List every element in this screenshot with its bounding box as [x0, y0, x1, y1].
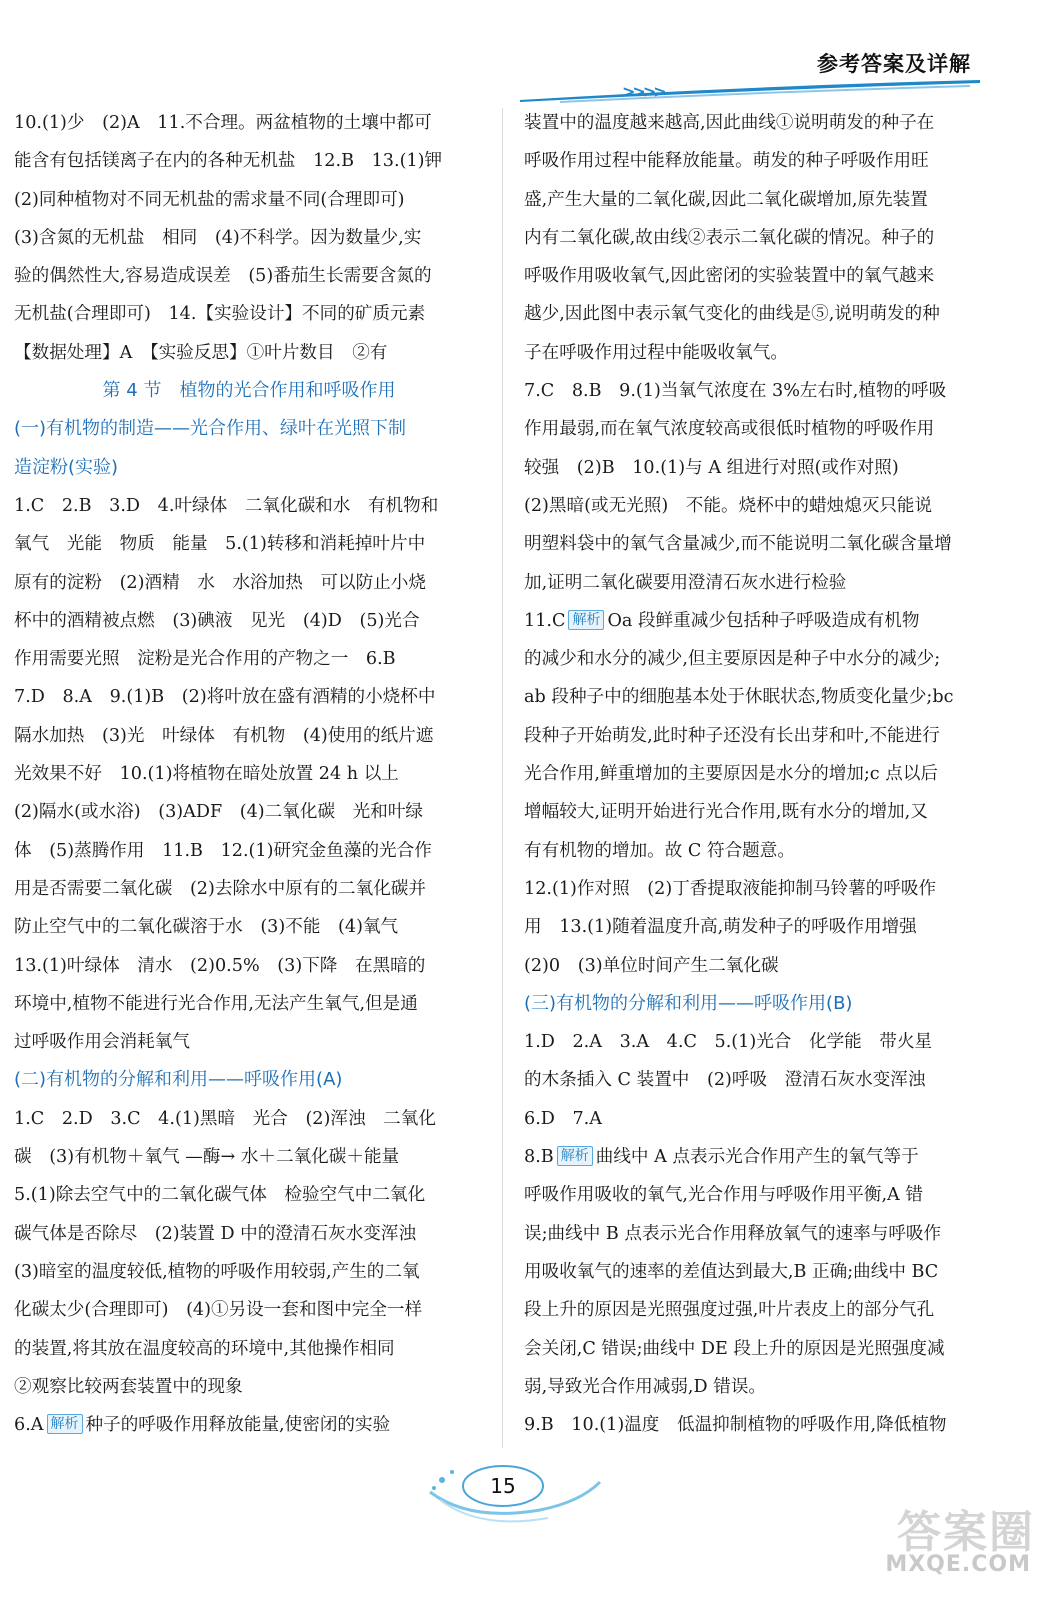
answer-line: 有有机物的增加。故 C 符合题意。: [524, 840, 795, 861]
answer-line: 的减少和水分的减少,但主要原因是种子中水分的减少;: [524, 649, 941, 670]
answer-line: 过呼吸作用会消耗氧气: [14, 1032, 190, 1053]
answer-line: 12.(1)作对照 (2)丁香提取液能抑制马铃薯的呼吸作: [524, 878, 937, 899]
answer-line: 隔水加热 (3)光 叶绿体 有机物 (4)使用的纸片遮: [14, 725, 434, 746]
page-number: 15: [490, 1474, 516, 1498]
answer-line: 无机盐(合理即可) 14.【实验设计】不同的矿质元素: [14, 304, 426, 325]
answer-line: 原有的淀粉 (2)酒精 水 水浴加热 可以防止小烧: [14, 572, 426, 593]
answer-line: 1.C 2.D 3.C 4.(1)黑暗 光合 (2)浑浊 二氧化: [14, 1108, 436, 1129]
answer-line: 较强 (2)B 10.(1)与 A 组进行对照(或作对照): [524, 457, 899, 478]
answer-line: 误;曲线中 B 点表示光合作用释放氧气的速率与呼吸作: [524, 1223, 942, 1244]
answer-line: 越少,因此图中表示氧气变化的曲线是⑤,说明萌发的种: [524, 304, 940, 325]
answer-line: 化碳太少(合理即可) (4)①另设一套和图中完全一样: [14, 1300, 423, 1321]
left-column: [14, 104, 484, 1444]
answer-line: 6.D 7.A: [524, 1108, 602, 1129]
analysis-tag: 解析: [568, 610, 604, 630]
right-column: [524, 104, 986, 1444]
answer-line: 【数据处理】A 【实验反思】①叶片数目 ②有: [14, 342, 388, 363]
answer-line: 的装置,将其放在温度较高的环境中,其他操作相同: [14, 1338, 395, 1359]
answer-line: 10.(1)少 (2)A 11.不合理。两盆植物的土壤中都可: [14, 113, 432, 133]
answer-line: 呼吸作用吸收的氧气,光合作用与呼吸作用平衡,A 错: [524, 1185, 923, 1206]
answer-line: (2)同种植物对不同无机盐的需求量不同(合理即可): [14, 189, 405, 210]
answer-line: 弱,导致光合作用减弱,D 错误。: [524, 1376, 767, 1397]
watermark-logo: 答案圈: [897, 1507, 1035, 1558]
answer-line: 装置中的温度越来越高,因此曲线①说明萌发的种子在: [524, 113, 935, 133]
header-title: 参考答案及详解: [817, 52, 971, 76]
answer-line: 段上升的原因是光照强度过强,叶片表皮上的部分气孔: [524, 1300, 935, 1321]
answer-number: 8.B: [524, 1147, 554, 1168]
column-divider: [502, 108, 503, 1448]
header-swoosh-decoration: [520, 78, 980, 104]
answer-line: (2)黑暗(或无光照) 不能。烧杯中的蜡烛熄灭只能说: [524, 495, 933, 516]
answer-line: (3)含氮的无机盐 相同 (4)不科学。因为数量少,实: [14, 227, 422, 248]
section-title: (二)有机物的分解和利用——呼吸作用(A): [14, 1069, 343, 1091]
answer-line-with-analysis: [524, 1138, 986, 1176]
answer-line: 子在呼吸作用过程中能吸收氧气。: [524, 342, 788, 363]
answer-line: 内有二氧化碳,故由线②表示二氧化碳的情况。种子的: [524, 227, 935, 248]
answer-line: (2)0 (3)单位时间产生二氧化碳: [524, 955, 779, 976]
answer-line: 加,证明二氧化碳要用澄清石灰水进行检验: [524, 572, 847, 593]
answer-number: 6.A: [14, 1415, 44, 1436]
answer-line: 1.D 2.A 3.A 4.C 5.(1)光合 化学能 带火星: [524, 1032, 933, 1053]
section-title: (一)有机物的制造——光合作用、绿叶在光照下制: [14, 418, 407, 440]
analysis-text: 曲线中 A 点表示光合作用产生的氧气等于: [595, 1147, 919, 1168]
answer-line: 7.D 8.A 9.(1)B (2)将叶放在盛有酒精的小烧杯中: [14, 687, 436, 708]
answer-line: 9.B 10.(1)温度 低温抑制植物的呼吸作用,降低植物: [524, 1415, 947, 1436]
answer-line: 7.C 8.B 9.(1)当氧气浓度在 3%左右时,植物的呼吸: [524, 381, 947, 402]
answer-line: ab 段种子中的细胞基本处于休眠状态,物质变化量少;bc: [524, 687, 954, 708]
watermark-site: MXQE.COM: [885, 1552, 1031, 1577]
answer-line: 能含有包括镁离子在内的各种无机盐 12.B 13.(1)钾: [14, 151, 443, 172]
answer-line: 体 (5)蒸腾作用 11.B 12.(1)研究金鱼藻的光合作: [14, 840, 432, 861]
page-header: [0, 0, 1061, 108]
section-title: (三)有机物的分解和利用——呼吸作用(B): [524, 992, 853, 1014]
answer-number: 11.C: [524, 610, 566, 631]
answer-line: (3)暗室的温度较低,植物的呼吸作用较弱,产生的二氧: [14, 1261, 420, 1282]
answer-line: (2)隔水(或水浴) (3)ADF (4)二氧化碳 光和叶绿: [14, 802, 424, 823]
answer-line: 验的偶然性大,容易造成误差 (5)番茄生长需要含氮的: [14, 266, 432, 287]
answer-line: 杯中的酒精被点燃 (3)碘液 见光 (4)D (5)光合: [14, 610, 420, 631]
answer-line: 碳气体是否除尽 (2)装置 D 中的澄清石灰水变浑浊: [14, 1223, 417, 1244]
analysis-tag: 解析: [47, 1414, 83, 1434]
answer-line: 用是否需要二氧化碳 (2)去除水中原有的二氧化碳并: [14, 878, 426, 899]
answer-line: ②观察比较两套装置中的现象: [14, 1376, 243, 1397]
answer-line: 作用最弱,而在氧气浓度较高或很低时植物的呼吸作用: [524, 419, 935, 440]
answer-line: 作用需要光照 淀粉是光合作用的产物之一 6.B: [14, 649, 396, 670]
analysis-text: Oa 段鲜重减少包括种子呼吸造成有机物: [607, 610, 920, 631]
answer-line: 呼吸作用吸收氧气,因此密闭的实验装置中的氧气越来: [524, 266, 935, 287]
answer-line: 的木条插入 C 装置中 (2)呼吸 澄清石灰水变浑浊: [524, 1070, 926, 1091]
answer-line: 光合作用,鲜重增加的主要原因是水分的增加;c 点以后: [524, 764, 939, 785]
answer-line: 用吸收氧气的速率的差值达到最大,B 正确;曲线中 BC: [524, 1261, 939, 1282]
answer-line: 环境中,植物不能进行光合作用,无法产生氧气,但是通: [14, 993, 418, 1014]
answer-line: 盛,产生大量的二氧化碳,因此二氧化碳增加,原先装置: [524, 189, 928, 210]
answer-line: 段种子开始萌发,此时种子还没有长出芽和叶,不能进行: [524, 725, 940, 746]
analysis-tag: 解析: [557, 1146, 593, 1166]
answer-line-with-analysis: [14, 1406, 484, 1444]
header-arrows-icon: >>>>: [622, 82, 664, 101]
answer-line: 氧气 光能 物质 能量 5.(1)转移和消耗掉叶片中: [14, 534, 426, 555]
section-title: 第 4 节 植物的光合作用和呼吸作用: [102, 380, 396, 402]
analysis-text: 种子的呼吸作用释放能量,使密闭的实验: [85, 1415, 391, 1436]
answer-line: 用 13.(1)随着温度升高,萌发种子的呼吸作用增强: [524, 917, 917, 938]
answer-line: 呼吸作用过程中能释放能量。萌发的种子呼吸作用旺: [524, 151, 929, 172]
answer-line: 碳 (3)有机物＋氧气 —酶→ 水＋二氧化碳＋能量: [14, 1147, 400, 1168]
section-title: 造淀粉(实验): [14, 456, 119, 478]
answer-line: 增幅较大,证明开始进行光合作用,既有水分的增加,又: [524, 802, 928, 823]
answer-line: 13.(1)叶绿体 清水 (2)0.5% (3)下降 在黑暗的: [14, 955, 426, 976]
answer-line: 会关闭,C 错误;曲线中 DE 段上升的原因是光照强度减: [524, 1338, 945, 1359]
answer-line-with-analysis: [524, 602, 986, 640]
answer-line: 光效果不好 10.(1)将植物在暗处放置 24 h 以上: [14, 764, 399, 785]
answer-line: 1.C 2.B 3.D 4.叶绿体 二氧化碳和水 有机物和: [14, 495, 439, 516]
answer-line: 明塑料袋中的氧气含量减少,而不能说明二氧化碳含量增: [524, 534, 952, 555]
answer-line: 5.(1)除去空气中的二氧化碳气体 检验空气中二氧化: [14, 1185, 426, 1206]
answer-line: 防止空气中的二氧化碳溶于水 (3)不能 (4)氧气: [14, 917, 399, 938]
